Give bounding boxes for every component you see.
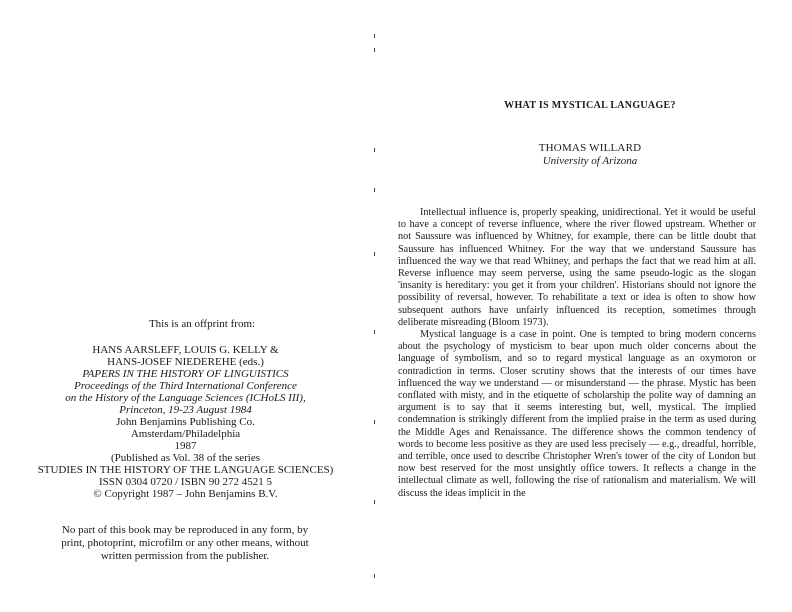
author-affiliation: University of Arizona — [542, 155, 638, 167]
publisher-city: Amsterdam/Philadelphia — [130, 428, 241, 440]
copyright: © Copyright 1987 – John Benjamins B.V. — [93, 488, 278, 500]
book-title: PAPERS IN THE HISTORY OF LINGUISTICS — [82, 368, 289, 380]
rights-notice-line: No part of this book may be reproduced in any form, by — [61, 524, 309, 536]
author-name: THOMAS WILLARD — [538, 142, 642, 154]
gutter-marks — [374, 30, 376, 590]
editors-line-2: HANS-JOSEF NIEDEREHE (eds.) — [107, 356, 264, 368]
article-body — [398, 207, 756, 500]
isbn: ISSN 0304 0720 / ISBN 90 272 4521 5 — [99, 476, 272, 488]
body-paragraph: Mystical language is a case in point. One is tempted to bring modern concerns about the psychology of mysticism to bear upon much older concerns about the language of symbolism, and so to regard mystical language as an oxymoron or contradiction in terms. Closer scrutiny shows that the interests of our times have influenced the way we understand — or misunderstand — the phrase. Mystic has been conflated with misty, and in the etiquette of scholarship the polite way of damning an argument is to say that it seems interesting but, well, mystical. The implied condemnation is strikingly different from the implied praise in the term as used during the Middle Ages and Renaissance. The difference shows the common tendency of words to become less positive as they are used less precisely — e.g., dreadful, horrible, and terrible, once used to describe Christopher Wren's tower of the city of London but now best reserved for the most unsightly office towers. It reflects a change in the intellectual climate as well, following the rise of rationalism and materialism. We will discuss the ideas implicit in the — [398, 329, 756, 499]
proceedings-line-1: Proceedings of the Third International Conference — [74, 380, 297, 392]
rights-notice — [60, 524, 310, 563]
left-page — [0, 0, 380, 612]
series-line-2: STUDIES IN THE HISTORY OF THE LANGUAGE SCIENCES) — [37, 464, 334, 476]
series-line-1: (Published as Vol. 38 of the series — [111, 452, 260, 464]
proceedings-line-2: on the History of the Language Sciences (ICHoLS III), — [65, 392, 306, 404]
publication-year: 1987 — [174, 440, 197, 452]
rights-notice-line: print, photoprint, microfilm or any other means, without — [61, 537, 309, 549]
rights-notice-line: written permission from the publisher. — [100, 550, 270, 562]
body-paragraph: Intellectual influence is, properly speaking, unidirectional. Yet it would be useful to have a concept of reverse influence, where the river flowed upstream. Whether or not Saussure was influenced by Whitney, for example, there can be little doubt that Saussure has influenced Whitney. For the way that we understand Saussure has influenced the way we that read Whitney, and perhaps the fact that we read him at all. Reverse influence may seem perverse, using the same pseudo-logic as the slogan 'insanity is hereditary: you get it from your children'. Historians should not ignore the possibility of reversal, however. To rehabilitate a text or idea is often to show how subsequent authors have unfairly influenced its reception, sometimes through deliberate misreading (Bloom 1973). — [398, 207, 756, 328]
offprint-note: This is an offprint from: — [148, 318, 256, 330]
right-page — [380, 0, 792, 612]
publisher: John Benjamins Publishing Co. — [116, 416, 255, 428]
article-title: WHAT IS MYSTICAL LANGUAGE? — [504, 100, 676, 111]
editors-line-1: HANS AARSLEFF, LOUIS G. KELLY & — [92, 344, 279, 356]
conference-venue: Princeton, 19-23 August 1984 — [119, 404, 252, 416]
book-imprint — [8, 344, 363, 500]
